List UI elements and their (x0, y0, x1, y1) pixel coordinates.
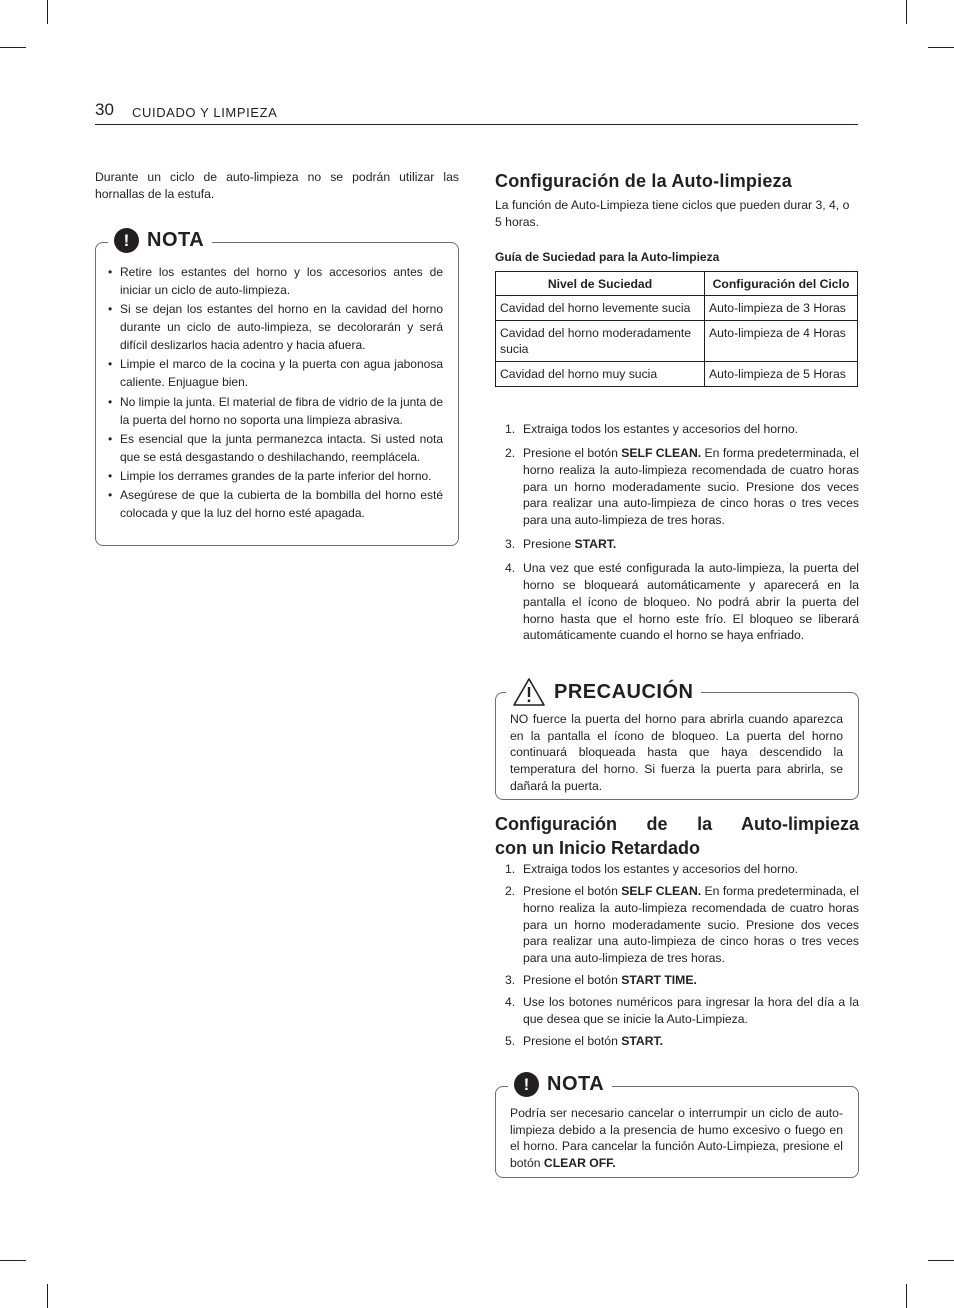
section-title: CUIDADO Y LIMPIEZA (132, 105, 278, 120)
step-number: 4. (505, 995, 516, 1010)
step-number: 1. (505, 422, 516, 436)
intro-paragraph: Durante un ciclo de auto-limpieza no se podrán utilizar las hornallas de la estufa. (95, 170, 459, 201)
table-cell: Auto-limpieza de 5 Horas (705, 362, 858, 387)
step-bold-text: START. (621, 1034, 663, 1049)
crop-mark (928, 47, 954, 48)
exclamation-circle-icon: ! (114, 228, 139, 253)
step-text: Presione el botón (523, 446, 622, 461)
step-text: Presione (523, 537, 575, 552)
crop-mark (47, 1284, 48, 1308)
step-text: Extraiga todos los estantes y accesorios del horno. (523, 862, 799, 876)
list-item: • Retire los estantes del horno y los accesorios antes de iniciar un ciclo de auto-limpieza. (108, 263, 443, 299)
caution-label: PRECAUCIÓN (554, 680, 694, 703)
step-number: 1. (505, 862, 516, 876)
step-bold-text: START TIME. (621, 973, 697, 988)
heading-line: Configuración de la Auto-limpieza (495, 814, 859, 834)
section-heading: Configuración de la Auto-limpieza (495, 171, 792, 191)
caution-box (495, 680, 859, 800)
note-label: NOTA (147, 229, 205, 251)
table-cell: Cavidad del horno muy sucia (496, 362, 705, 387)
step-number: 2. (505, 446, 516, 461)
step-text: Extraiga todos los estantes y accesorios del horno. (523, 422, 799, 436)
step-number: 5. (505, 1034, 516, 1049)
step-text: Presione el botón (523, 973, 622, 988)
list-item (495, 994, 859, 1027)
list-item: • Asegúrese de que la cubierta de la bombilla del horno esté colocada y que la luz del horno esté apagada. (108, 486, 443, 522)
list-item: • Limpie el marco de la cocina y la puerta con agua jabonosa caliente. Enjuague bien. (108, 355, 443, 391)
list-item (495, 560, 859, 644)
caution-text: NO fuerce la puerta del horno para abrirla cuando aparezca en la pantalla el ícono de bloqueo. La puerta del horno continuará bloqueada hasta que haya descendido la temperatura del horno. Si fuerza la puerta para abrirla, se dañará la puerta. (510, 712, 843, 793)
section-heading (495, 812, 859, 860)
list-item: • Si se dejan los estantes del horno en la cavidad del horno durante un ciclo de auto-limpieza, se decolorarán y será difícil deslizarlos hacia adentro y hacia afuera. (108, 300, 443, 354)
crop-mark (47, 0, 48, 24)
list-item (495, 421, 859, 438)
crop-mark (906, 0, 907, 24)
note-text (510, 1105, 843, 1172)
table-row (496, 362, 858, 387)
note-box (95, 229, 459, 546)
note-text-body: Podría ser necesario cancelar o interrumpir un ciclo de auto-limpieza debido a la presencia de humo excesivo o fuego en el horno. Para cancelar la función Auto-Limpieza, presione el botón (510, 1106, 843, 1171)
delayed-steps-list (495, 861, 859, 1056)
crop-mark (928, 1260, 954, 1261)
table-cell: Cavidad del horno levemente sucia (496, 296, 705, 321)
step-number: 4. (505, 561, 516, 576)
step-number: 2. (505, 884, 516, 899)
config-steps-list (495, 421, 859, 651)
list-item (495, 883, 859, 967)
note-list (108, 263, 443, 523)
list-item: • Limpie los derrames grandes de la parte inferior del horno. (108, 467, 443, 485)
step-bold-text: SELF CLEAN. (621, 884, 702, 899)
note-badge (508, 1072, 612, 1097)
step-text: Una vez que esté configurada la auto-limpieza, la puerta del horno se bloqueará automáticamente y aparecerá en la pantalla el ícono de bloqueo. No podrá abrir la puerta del horno hasta que el horno este frío. El bloqueo se liberará automáticamente cuando el horno se haya enfriado. (523, 561, 859, 643)
step-number: 3. (505, 973, 516, 988)
list-item (495, 972, 859, 989)
table-header-row (496, 272, 858, 296)
note-bold-text: CLEAR OFF. (543, 1156, 616, 1171)
list-item: • Es esencial que la junta permanezca intacta. Si usted nota que se está desgastando o deshilachando, reemplácela. (108, 430, 443, 466)
list-item (495, 536, 859, 553)
crop-mark (0, 1260, 26, 1261)
crop-mark (0, 47, 26, 48)
page-number: 30 (95, 100, 114, 119)
list-item: • No limpie la junta. El material de fibra de vidrio de la junta de la puerta del horno no soporta una limpieza abrasiva. (108, 393, 443, 429)
config-description: La función de Auto-Limpieza tiene ciclos que pueden durar 3, 4, o 5 horas. (495, 198, 850, 229)
step-text: Use los botones numéricos para ingresar la hora del día a la que desea que se inicie la Auto-Limpieza. (523, 995, 859, 1027)
step-text: En forma predeterminada, el horno realiza la auto-limpieza recomendada de cuatro horas para un horno moderadamente sucio. Presione dos veces para realizar una auto-limpieza de cinco horas o tres veces para una auto-limpieza de tres horas. (523, 884, 859, 966)
soil-guide-table (495, 271, 858, 387)
table-cell: Cavidad del horno moderadamente sucia (496, 321, 705, 362)
crop-mark (906, 1284, 907, 1308)
step-bold-text: SELF CLEAN. (621, 446, 702, 461)
caution-badge (506, 677, 701, 707)
heading-line: con un Inicio Retardado (495, 838, 701, 858)
table-cell: Auto-limpieza de 4 Horas (705, 321, 858, 362)
note-badge (108, 228, 212, 253)
step-text: En forma predeterminada, el horno realiza la auto-limpieza recomendada de cuatro horas para un horno moderadamente sucio. Presione dos veces para realizar una auto-limpieza de cinco horas o tres veces para una auto-limpieza de tres horas. (523, 446, 859, 528)
warning-triangle-icon (512, 677, 546, 707)
list-item (495, 861, 859, 878)
table-row (496, 321, 858, 362)
note-label: NOTA (547, 1073, 605, 1095)
page-header (95, 100, 858, 125)
table-row (496, 296, 858, 321)
step-text: Presione el botón (523, 1034, 622, 1049)
exclamation-circle-icon: ! (514, 1072, 539, 1097)
note-box (495, 1073, 859, 1178)
step-text: Presione el botón (523, 884, 622, 899)
column-header: Nivel de Suciedad (496, 272, 705, 296)
table-cell: Auto-limpieza de 3 Horas (705, 296, 858, 321)
step-number: 3. (505, 537, 516, 552)
list-item (495, 1033, 859, 1050)
list-item (495, 445, 859, 529)
column-header: Configuración del Ciclo (705, 272, 858, 296)
step-bold-text: START. (574, 537, 617, 552)
table-title: Guía de Suciedad para la Auto-limpieza (495, 250, 720, 264)
